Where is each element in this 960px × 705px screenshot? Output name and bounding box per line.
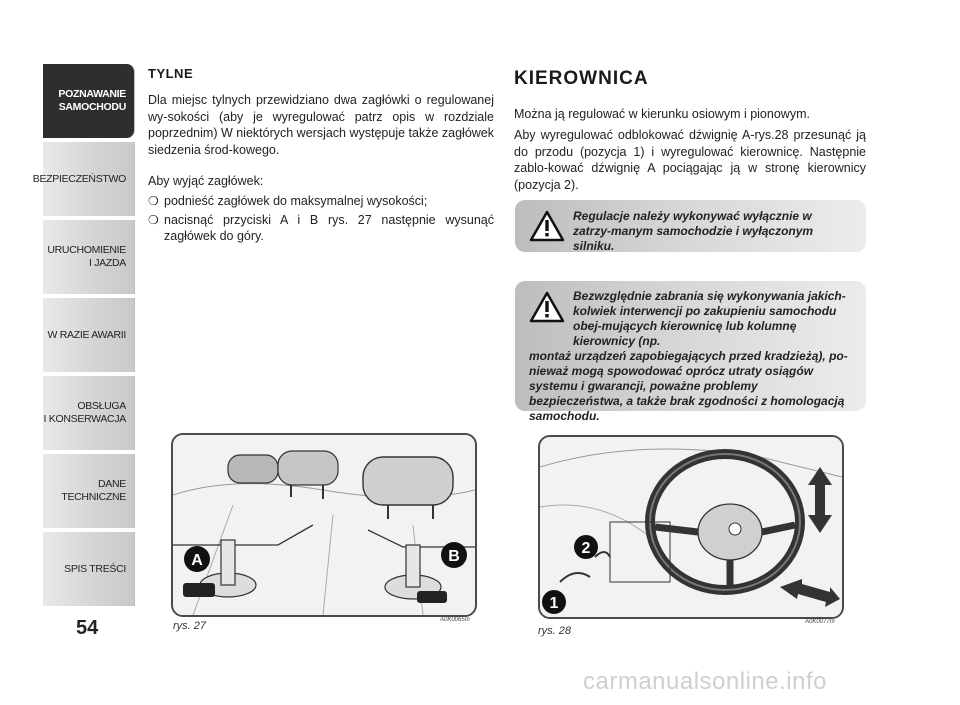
list-item-text: nacisnąć przyciski A i B rys. 27 następnie wysunąć zagłówek do góry.	[164, 212, 494, 243]
tab-dane-techniczne[interactable]	[43, 454, 135, 528]
warning-text-continued: montaż urządzeń zapobiegających przed kradzieżą), po-nieważ mogą spowodować oprócz utraty osiągów systemu i gwarancji, poważne problemy bezpieczeństwa, a także brak zgodności z homologacją samochodu.	[529, 349, 848, 423]
list-item-text: podnieść zagłówek do maksymalnej wysokości;	[164, 194, 428, 208]
tab-label: POZNAWANIE SAMOCHODU	[58, 88, 126, 113]
steering-wheel-illustration	[540, 437, 842, 617]
tab-label: DANE TECHNICZNE	[61, 478, 126, 503]
label-1: 1	[549, 595, 559, 612]
label-2: 2	[581, 540, 591, 557]
tab-label: SPIS TREŚCI	[64, 562, 126, 575]
warning-box	[515, 200, 866, 252]
tab-poznawanie-samochodu[interactable]	[43, 64, 135, 138]
figure-steering-wheel	[538, 435, 844, 619]
warning-triangle-icon	[529, 291, 565, 323]
tab-w-razie-awarii[interactable]	[43, 298, 135, 372]
paragraph: Dla miejsc tylnych przewidziano dwa zagłówki o regulowanej wy-sokości (aby je wyregulować patrz opis w rozdziale poprzednim) W niektórych wersjach występuje także zagłówek siedzenia środ-kowego.	[148, 93, 494, 157]
watermark: carmanualsonline.info	[583, 668, 827, 695]
label-b: B	[448, 548, 460, 565]
section-heading-tylne: TYLNE	[148, 66, 194, 81]
tab-bezpieczenstwo[interactable]	[32, 142, 135, 216]
warning-triangle-icon	[529, 210, 565, 242]
list-item	[148, 212, 494, 245]
tab-spis-tresci[interactable]	[43, 532, 135, 606]
paragraph: Można ją regulować w kierunku osiowym i pionowym.	[514, 107, 810, 121]
figure-caption: rys. 28	[538, 625, 572, 637]
tab-label: BEZPIECZEŃSTWO	[32, 172, 126, 185]
page-number: 54	[76, 617, 99, 639]
figure-caption: rys. 27	[173, 620, 207, 632]
label-a: A	[191, 552, 203, 569]
headrest-illustration	[173, 435, 475, 615]
tab-obsluga-i-konserwacja[interactable]	[43, 376, 135, 450]
tab-label: OBSŁUGA I KONSERWACJA	[43, 400, 126, 425]
bullet-list	[148, 193, 494, 247]
figure-code: A0K0077m	[805, 619, 835, 625]
section-heading-kierownica: KIEROWNICA	[514, 68, 649, 89]
warning-text: Regulacje należy wykonywać wyłącznie w zatrzy-manym samochodzie i wyłączonym silniku.	[573, 209, 814, 253]
tab-label: W RAZIE AWARII	[47, 328, 126, 341]
bullet-icon: ❍	[148, 194, 159, 208]
warning-box	[515, 281, 866, 423]
warning-text: Bezwzględnie zabrania się wykonywania jakich-kolwiek interwencji po zakupieniu samochodu obej-mujących kierownicę lub kolumnę kierownicy (np.	[573, 289, 846, 348]
figure-code: A0K0065m	[440, 617, 470, 623]
figure-rear-headrests	[171, 433, 477, 617]
paragraph: Aby wyjąć zagłówek:	[148, 174, 264, 188]
tab-label: URUCHOMIENIE I JAZDA	[47, 244, 126, 269]
bullet-icon: ❍	[148, 212, 159, 227]
paragraph: Aby wyregulować odblokować dźwignię A-rys.28 przesunąć ją do przodu (pozycja 1) i wyregulować kierownicę. Następnie zablo-kować dźwignię A pociągając ją w stronę kierownicy (pozycja 2).	[514, 128, 866, 192]
tab-uruchomienie-i-jazda[interactable]	[43, 220, 135, 294]
list-item	[148, 193, 494, 210]
